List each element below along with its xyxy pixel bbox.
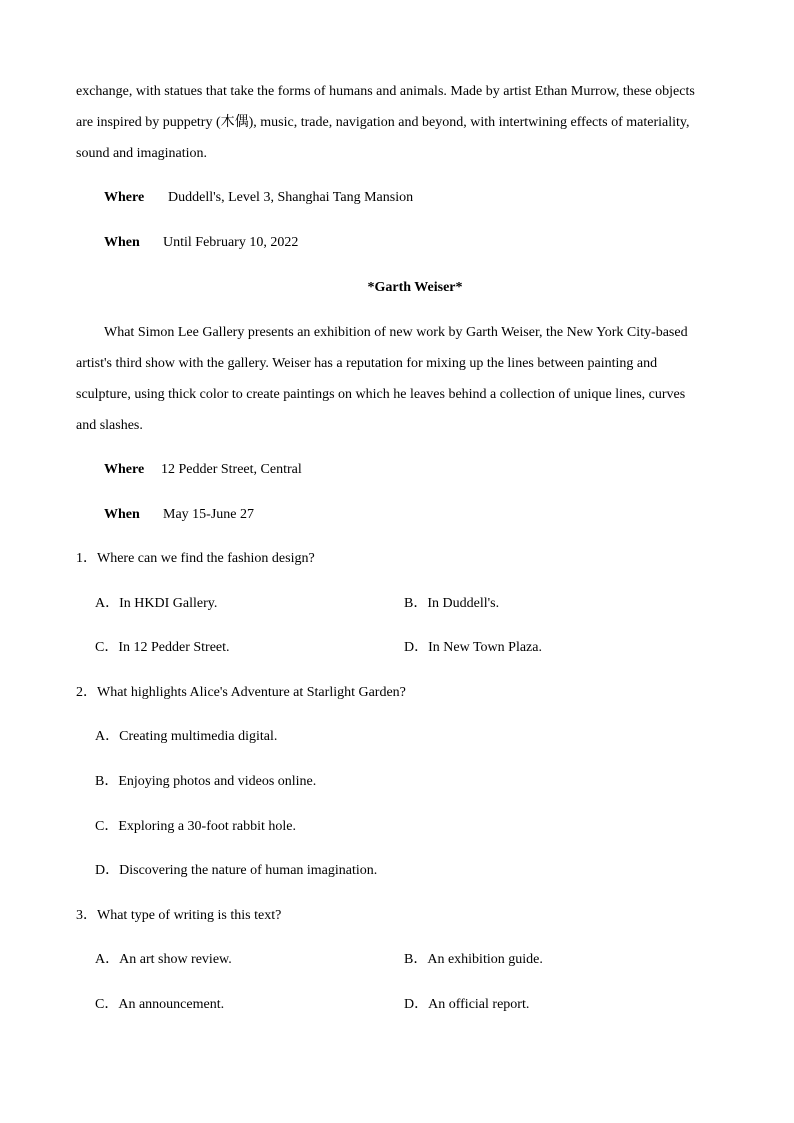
- option-text: An announcement.: [118, 997, 225, 1012]
- passage-paragraph-2: [76, 317, 728, 441]
- section-heading: *Garth Weiser*: [367, 280, 463, 295]
- question-number: 2．: [76, 685, 97, 700]
- question-1-option-c[interactable]: [95, 640, 230, 656]
- paragraph-line: artist's third show with the gallery. Weiser has a reputation for mixing up the lines between painting and: [76, 356, 658, 371]
- option-letter: C．: [95, 640, 119, 655]
- when-label: When: [104, 235, 140, 250]
- option-text: Enjoying photos and videos online.: [118, 774, 317, 789]
- paragraph-line: sculpture, using thick color to create paintings on which he leaves behind a collection of unique lines, curves: [76, 387, 686, 402]
- where-line-1: [104, 190, 413, 206]
- when-line-2: [104, 507, 254, 523]
- question-number: 1．: [76, 551, 97, 566]
- option-text: In 12 Pedder Street.: [118, 640, 230, 655]
- option-letter: D．: [404, 997, 429, 1012]
- question-3-option-d[interactable]: [404, 997, 529, 1013]
- question-2-stem: [76, 685, 406, 701]
- option-letter: A．: [95, 952, 120, 967]
- question-text: What type of writing is this text?: [97, 908, 282, 923]
- question-text: What highlights Alice's Adventure at Starlight Garden?: [97, 685, 406, 700]
- where-label: Where: [104, 462, 145, 477]
- option-text: In New Town Plaza.: [428, 640, 542, 655]
- option-text: Exploring a 30-foot rabbit hole.: [118, 819, 297, 834]
- option-letter: C．: [95, 819, 119, 834]
- question-3-option-c[interactable]: [95, 997, 224, 1013]
- paragraph-line: are inspired by puppetry (木偶), music, trade, navigation and beyond, with intertwining effects of materiality,: [76, 115, 690, 130]
- when-line-1: [104, 235, 298, 251]
- option-letter: B．: [95, 774, 119, 789]
- option-letter: B．: [404, 596, 428, 611]
- paragraph-line: What Simon Lee Gallery presents an exhibition of new work by Garth Weiser, the New York City-based: [104, 325, 688, 340]
- question-2-option-a[interactable]: [95, 729, 277, 745]
- question-2-option-b[interactable]: [95, 774, 316, 790]
- option-letter: A．: [95, 596, 120, 611]
- question-3-stem: [76, 908, 281, 924]
- question-3-option-a[interactable]: [95, 952, 232, 968]
- option-text: An art show review.: [119, 952, 232, 967]
- where-value: Duddell's, Level 3, Shanghai Tang Mansion: [168, 190, 414, 205]
- question-2-option-c[interactable]: [95, 819, 296, 835]
- question-text: Where can we find the fashion design?: [97, 551, 315, 566]
- option-text: In HKDI Gallery.: [119, 596, 218, 611]
- question-1-option-a[interactable]: [95, 596, 217, 612]
- where-label: Where: [104, 190, 145, 205]
- paragraph-line: exchange, with statues that take the forms of humans and animals. Made by artist Ethan Murrow, these objects: [76, 84, 695, 99]
- when-label: When: [104, 507, 140, 522]
- option-text: In Duddell's.: [427, 596, 500, 611]
- question-1-option-b[interactable]: [404, 596, 499, 612]
- question-number: 3．: [76, 908, 97, 923]
- paragraph-line: and slashes.: [76, 418, 143, 433]
- where-value: 12 Pedder Street, Central: [161, 462, 302, 477]
- option-text: An official report.: [428, 997, 530, 1012]
- option-letter: D．: [404, 640, 429, 655]
- question-1-stem: [76, 551, 315, 567]
- when-value: May 15-June 27: [163, 507, 254, 522]
- option-letter: A．: [95, 729, 120, 744]
- option-text: An exhibition guide.: [427, 952, 543, 967]
- option-letter: D．: [95, 863, 120, 878]
- question-1-option-d[interactable]: [404, 640, 542, 656]
- paragraph-line: sound and imagination.: [76, 146, 208, 161]
- question-2-option-d[interactable]: [95, 863, 377, 879]
- option-letter: C．: [95, 997, 119, 1012]
- option-text: Discovering the nature of human imagination.: [119, 863, 378, 878]
- passage-paragraph-1: [76, 76, 728, 169]
- when-value: Until February 10, 2022: [163, 235, 299, 250]
- option-text: Creating multimedia digital.: [119, 729, 278, 744]
- question-3-option-b[interactable]: [404, 952, 543, 968]
- option-letter: B．: [404, 952, 428, 967]
- where-line-2: [104, 462, 302, 478]
